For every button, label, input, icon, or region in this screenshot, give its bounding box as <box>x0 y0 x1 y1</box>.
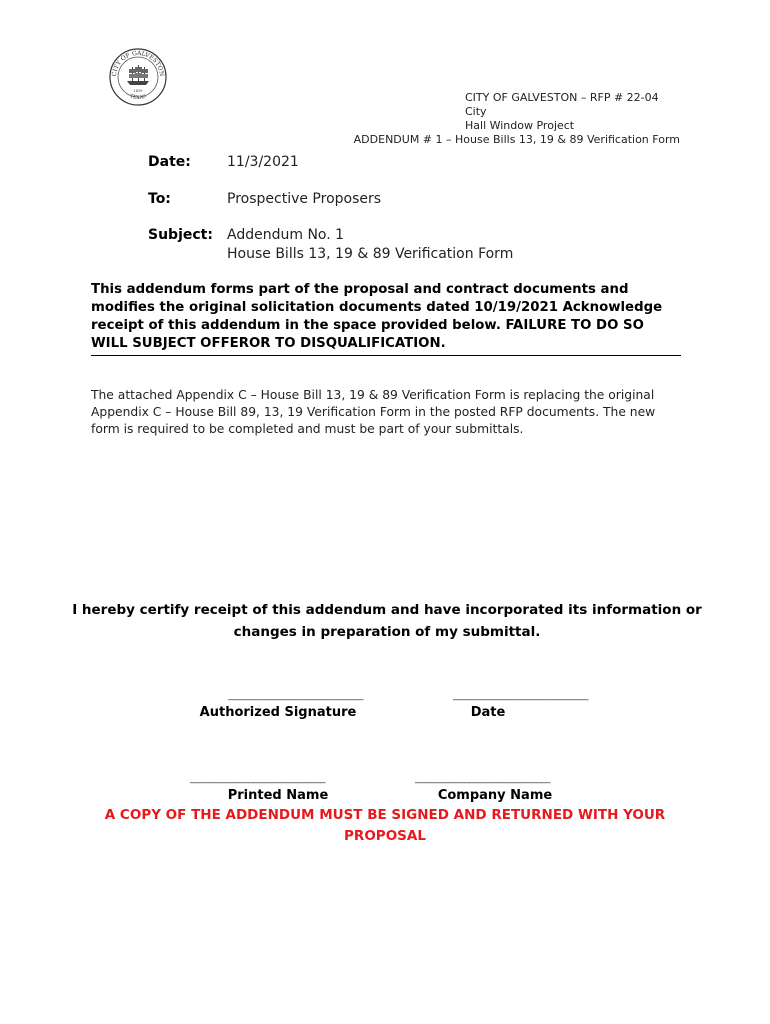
to-label: To: <box>148 191 171 207</box>
subject-line-2: House Bills 13, 19 & 89 Verification Form <box>227 246 514 262</box>
seal-top-text: CITY OF GALVESTON <box>110 49 166 77</box>
date-value: 11/3/2021 <box>227 154 299 170</box>
authorized-signature-label: Authorized Signature <box>199 705 357 720</box>
certification-statement: I hereby certify receipt of this addendum and have incorporated its information or changes in preparation of my submittal. <box>72 602 702 640</box>
date-signature-line[interactable]: ______________________________ <box>453 690 588 701</box>
city-seal-logo <box>108 47 168 107</box>
svg-text:TEXAS <box>129 93 148 101</box>
header-line-1: CITY OF GALVESTON – RFP # 22-04 City <box>465 91 659 118</box>
company-name-line[interactable]: ______________________________ <box>415 773 550 784</box>
company-name-label: Company Name <box>437 788 553 803</box>
date-signature-label: Date <box>470 705 506 720</box>
printed-name-label: Printed Name <box>227 788 329 803</box>
subject-label: Subject: <box>148 227 213 243</box>
header-line-2: Hall Window Project <box>465 119 575 132</box>
document-header <box>300 91 680 147</box>
body-paragraph: The attached Appendix C – House Bill 13, 19 & 89 Verification Form is replacing the original Appendix C – House Bill 89, 13, 19 Verification Form in the posted RFP documents. The new form is required to be completed and must be part of your submittals. <box>91 388 656 436</box>
seal-bottom-text: TEXAS <box>128 93 148 102</box>
return-warning: A COPY OF THE ADDENDUM MUST BE SIGNED AND RETURNED WITH YOUR PROPOSAL <box>104 807 666 844</box>
to-value: Prospective Proposers <box>227 191 382 207</box>
header-line-3: ADDENDUM # 1 – House Bills 13, 19 & 89 Verification Form <box>353 133 680 146</box>
printed-name-line[interactable]: ______________________________ <box>190 773 325 784</box>
addendum-intro-paragraph: This addendum forms part of the proposal and contract documents and modifies the original solicitation documents dated 10/19/2021 Acknowledge receipt of this addendum in the space provided below. FAILURE TO DO SO WILL SUBJECT OFFEROR TO DISQUALIFICATION. <box>91 281 681 356</box>
date-label: Date: <box>148 154 191 170</box>
seal-year: 1839 <box>133 89 143 93</box>
subject-line-1: Addendum No. 1 <box>227 227 345 243</box>
authorized-signature-line[interactable]: ______________________________ <box>228 690 363 701</box>
